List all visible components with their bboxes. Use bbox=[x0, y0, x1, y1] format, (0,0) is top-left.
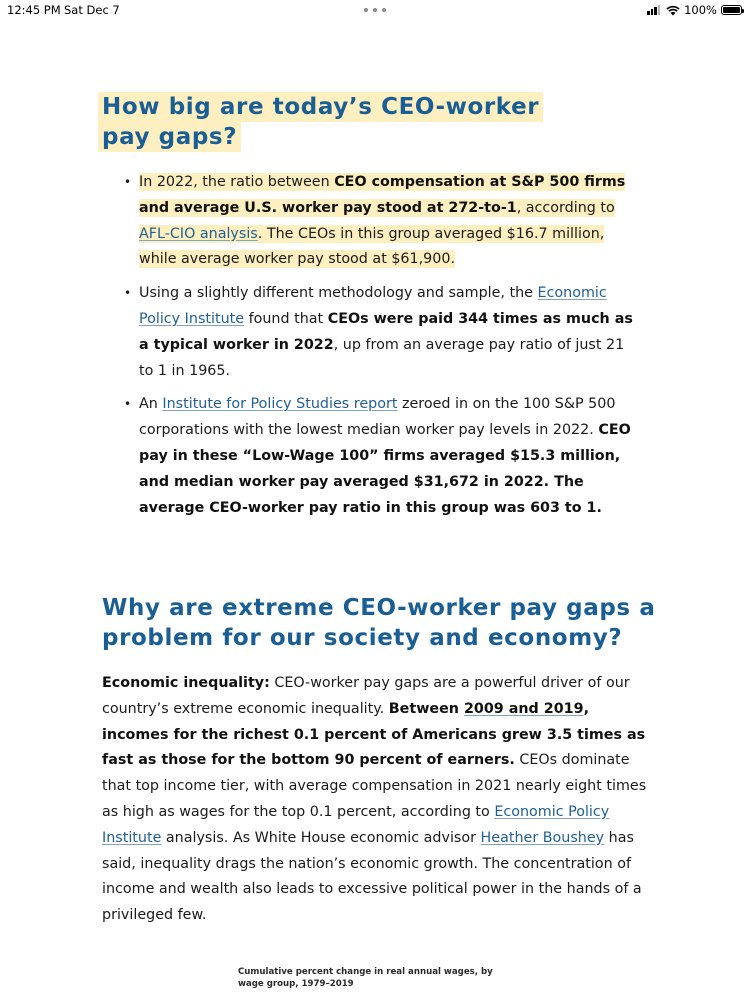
list-item: • Using a slightly different methodology and sample, the Economic Policy Institute found that CEOs were paid 344 times as much as a typical worker in 2022, up from an average pay ratio of just 21 to 1 in 1965. bbox=[102, 281, 642, 384]
ips-report-link[interactable]: Institute for Policy Studies report bbox=[162, 396, 398, 413]
section-heading-why-problem: Why are extreme CEO-worker pay gaps a problem for our society and economy? bbox=[102, 595, 656, 651]
pay-gap-bullet-list bbox=[102, 170, 642, 529]
economic-policy-institute-analysis-link[interactable]: Economic Policy Institute bbox=[102, 803, 610, 846]
heather-boushey-link[interactable]: Heather Boushey bbox=[480, 829, 605, 846]
afl-cio-analysis-link[interactable]: AFL-CIO analysis bbox=[139, 225, 258, 242]
chart-caption: Cumulative percent change in real annual wages, by wage group, 1979–2019 bbox=[238, 967, 493, 989]
economic-policy-institute-link[interactable]: Economic Policy Institute bbox=[139, 285, 607, 327]
status-indicators bbox=[647, 2, 742, 18]
list-item bbox=[102, 170, 642, 273]
battery-percent: 100% bbox=[684, 3, 717, 17]
multitasking-dots-icon[interactable] bbox=[364, 8, 386, 12]
status-time: 12:45 PM bbox=[7, 3, 61, 17]
battery-level-fill bbox=[723, 7, 740, 13]
paragraph-lead: Economic inequality: bbox=[102, 675, 270, 691]
bullet-icon: • bbox=[124, 397, 132, 412]
battery-icon bbox=[721, 5, 742, 15]
highlighted-passage: In 2022, the ratio between CEO compensation at S&P 500 firms and average U.S. worker pay stood at 272-to-1, according to AFL-CIO analysis. The CEOs in this group averaged $16.7 million, while average worker pay stood at $61,900. bbox=[139, 174, 626, 268]
cellular-signal-icon bbox=[647, 5, 661, 15]
status-bar bbox=[0, 0, 750, 20]
list-item: • An Institute for Policy Studies report zeroed in on the 100 S&P 500 corporations with the lowest median worker pay levels in 2022. CEO pay in these “Low-Wage 100” firms averaged $15.3 million, and median worker pay averaged $31,672 in 2022. The average CEO-worker pay ratio in this group was 603 to 1. bbox=[102, 392, 642, 521]
wifi-icon bbox=[666, 5, 680, 16]
economic-inequality-paragraph: Economic inequality: CEO-worker pay gaps are a powerful driver of our country’s extreme economic inequality. Between 2009 and 2019, incomes for the richest 0.1 percent of Americans grew 3.5 times as fast as those for the bottom 90 percent of earners. CEOs dominate that top income tier, with average compensation in 2021 nearly eight times as high as wages for the top 0.1 percent, according to Economic Policy Institute analysis. As White House economic advisor Heather Boushey has said, inequality drags the nation’s economic growth. The concentration of income and wealth also leads to excessive political power in the hands of a privileged few. bbox=[102, 675, 647, 924]
bullet-icon: • bbox=[124, 175, 132, 189]
bullet-icon: • bbox=[124, 286, 132, 301]
2009-2019-link[interactable]: 2009 and 2019 bbox=[463, 700, 584, 717]
section-heading-pay-gaps: How big are today’s CEO-worker pay gaps? bbox=[102, 92, 587, 152]
status-date: Sat Dec 7 bbox=[64, 3, 120, 17]
